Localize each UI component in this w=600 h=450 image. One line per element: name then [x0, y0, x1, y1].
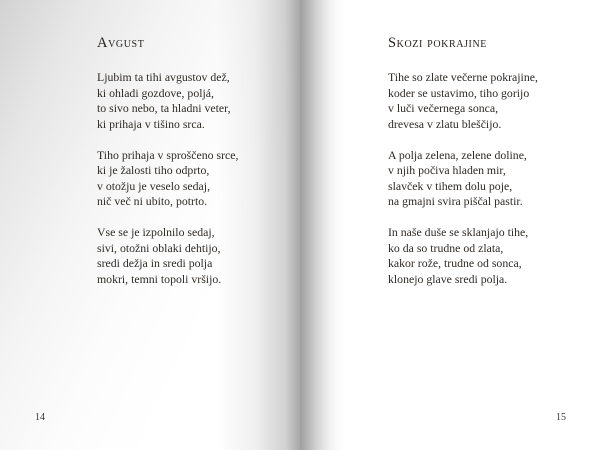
page-number-left: 14 — [35, 412, 45, 423]
poem-title-right: Skozi pokrajine — [388, 35, 488, 51]
poem-line: Tihe so zlate večerne pokrajine, — [388, 70, 538, 84]
poem-line: slavček v tihem dolu poje, — [388, 178, 513, 193]
poem-line: sredi dežja in sredi polja — [97, 256, 213, 270]
poem-body-left — [97, 70, 238, 303]
poem-line: koder se ustavimo, tiho gorijo — [388, 85, 530, 100]
stanza — [388, 148, 538, 210]
poem-line: ko da so trudne od zlata, — [388, 240, 504, 255]
stanza — [97, 148, 238, 210]
poem-line: v njih počiva hladen mir, — [388, 163, 506, 177]
stanza — [388, 70, 538, 132]
stanza — [97, 225, 238, 287]
poem-body-right — [388, 70, 538, 303]
poem-line: drevesa v zlatu bleščijo. — [388, 116, 502, 131]
poem-line: Vse se je izpolnilo sedaj, — [97, 225, 215, 239]
page-number-right: 15 — [556, 412, 566, 423]
poem-line: v luči večernega sonca, — [388, 101, 499, 115]
poem-line: Tiho prihaja v sproščeno srce, — [97, 147, 239, 162]
book-page-right — [300, 0, 600, 450]
poem-line: v otožju je veselo sedaj, — [97, 178, 211, 193]
stanza — [388, 225, 538, 287]
poem-line: ki prihaja v tišino srca. — [97, 116, 205, 131]
poem-line: sivi, otožni oblaki dehtijo, — [97, 240, 221, 255]
poem-line: na gmajni svira piščal pastir. — [388, 194, 523, 208]
poem-line: Ljubim ta tihi avgustov dež, — [97, 70, 230, 84]
poem-line: ki je žalosti tiho odprto, — [97, 163, 210, 177]
poem-line: mokri, temni topoli vršijo. — [97, 271, 222, 286]
poem-line: ki ohladi gozdove, poljá, — [97, 85, 214, 100]
poem-line: In naše duše se sklanjajo tihe, — [388, 225, 529, 239]
poem-line: kakor rože, trudne od sonca, — [388, 256, 522, 270]
poem-line: klonejo glave sredi polja. — [388, 271, 508, 286]
poem-line: A polja zelena, zelene doline, — [388, 147, 527, 162]
stanza — [97, 70, 238, 132]
poem-line: to sivo nebo, ta hladni veter, — [97, 101, 231, 115]
poem-line: nič več ni ubito, potrto. — [97, 194, 208, 208]
poem-title-left: Avgust — [97, 35, 145, 51]
